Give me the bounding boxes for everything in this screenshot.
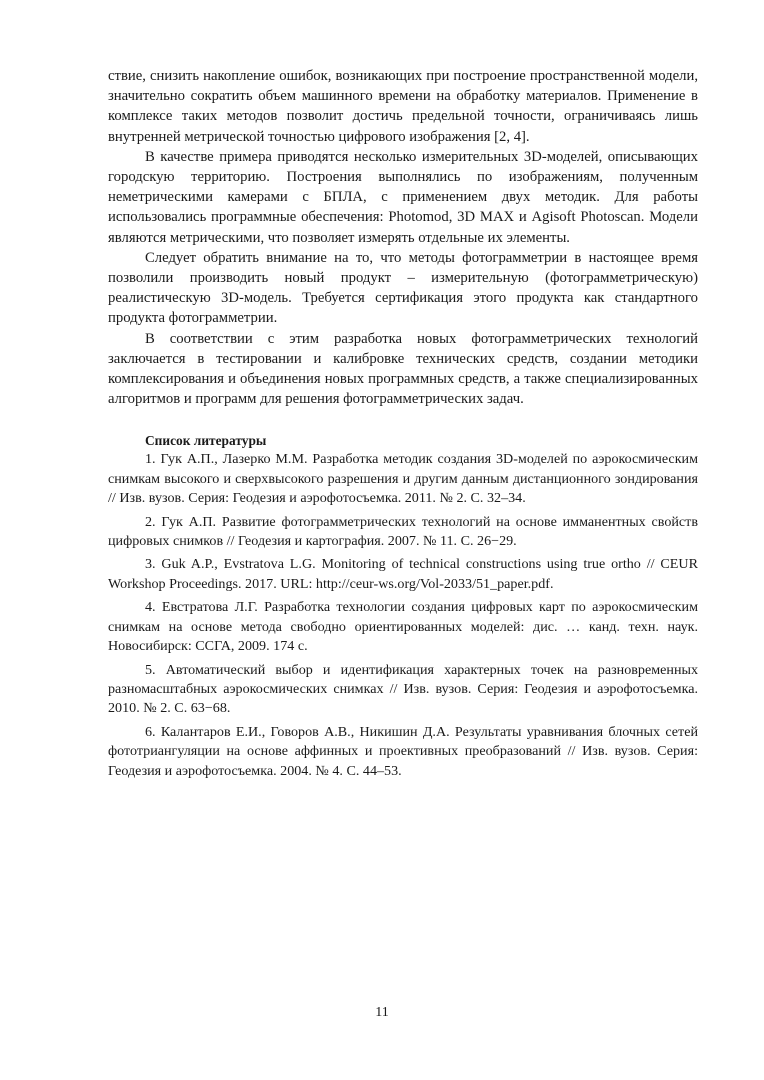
reference-item: 5. Автоматический выбор и идентификация характерных точек на разновременных разномасштабных аэрокосмических снимках // Изв. вузов. Серия: Геодезия и аэрофотосъемка. 2010. № 2. С. 63−68.: [108, 661, 698, 717]
reference-item: 3. Guk A.P., Evstratova L.G. Monitoring of technical constructions using true ortho // CEUR Workshop Proceedings. 2017. URL: http://ceur-ws.org/Vol-2033/51_paper.pdf.: [108, 556, 698, 592]
page-content: [108, 66, 698, 785]
reference-item: 1. Гук А.П., Лазерко М.М. Разработка методик создания 3D-моделей по аэрокосмическим снимкам высокого и сверхвысокого разрешения и другим данным дистанционного зондирования // Изв. вузов. Серия: Геодезия и аэрофотосъемка. 2011. № 2. С. 32–34.: [108, 451, 698, 507]
reference-item: 2. Гук А.П. Развитие фотограмметрических технологий на основе имманентных свойств цифровых снимков // Геодезия и картография. 2007. № 11. С. 26−29.: [108, 513, 698, 550]
reference-item: 6. Калантаров Е.И., Говоров А.В., Никишин Д.А. Результаты уравнивания блочных сетей фототриангуляции на основе аффинных и проективных преобразований // Изв. вузов. Серия: Геодезия и аэрофотосъемка. 2004. № 4. С. 44–53.: [108, 723, 698, 779]
reference-item: 4. Евстратова Л.Г. Разработка технологии создания цифровых карт по аэрокосмическим снимкам на основе метода свободно ориентированных моделей: дис. … канд. техн. наук. Новосибирск: ССГА, 2009. 174 с.: [108, 599, 698, 655]
body-paragraph: В соответствии с этим разработка новых фотограмметрических технологий заключается в тестировании и калибровке технических средств, создании методики комплексирования и объединения новых программных средств, а также специализированных алгоритмов и программ для решения фотограмметрических задач.: [108, 330, 698, 408]
references-list: [108, 450, 698, 781]
body-paragraph: Следует обратить внимание на то, что методы фотограмметрии в настоящее время позволили производить новый продукт – измерительную (фотограмметрическую) реалистическую 3D-модель. Требуется сертификация этого продукта как стандартного продукта фотограмметрии.: [108, 249, 698, 327]
page-number: 11: [375, 1005, 389, 1020]
body-paragraph: В качестве примера приводятся несколько измерительных 3D-моделей, описывающих городскую территорию. Построения выполнялись по изображениям, полученным неметрическими камерами с БПЛА, с применением двух методик. Для работы использовались программные обеспечения: Photomod, 3D MAX и Agisoft Photoscan. Модели являются метрическими, что позволяет измерять отдельные их элементы.: [108, 148, 698, 246]
references-heading: Список литературы: [145, 433, 267, 449]
body-paragraph: ствие, снизить накопление ошибок, возникающих при построение пространственной модели, значительно сократить объем машинного времени на обработку материалов. Применение в комплексе таких методов позволит достичь предельной точности, ограничиваясь лишь внутренней метрической точностью цифрового изображения [2, 4].: [108, 68, 698, 145]
